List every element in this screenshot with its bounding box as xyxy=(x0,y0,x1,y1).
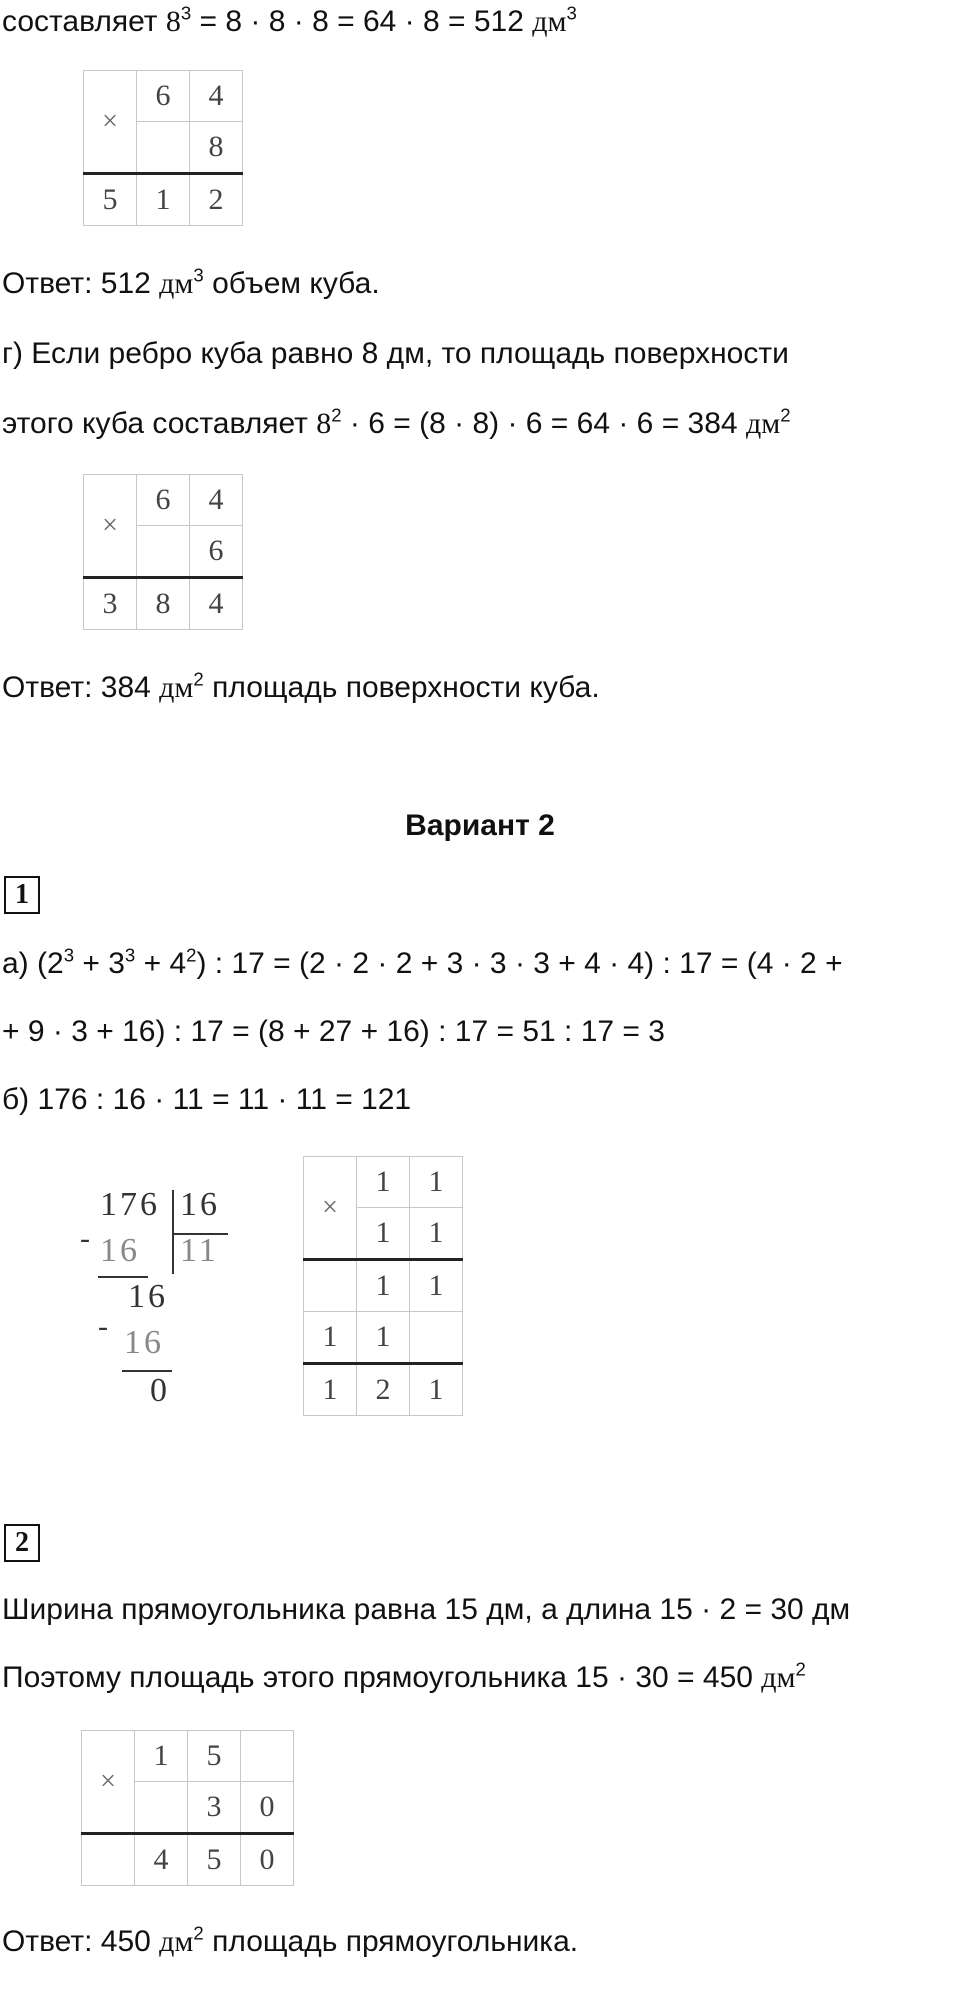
task-number-2: 2 xyxy=(4,1524,40,1562)
multiplication-grid-64x6: × 6 4 6 3 8 4 xyxy=(83,474,243,630)
task2-line1: Ширина прямоугольника равна 15 дм, а длина 15 · 2 = 30 дм xyxy=(2,1593,851,1626)
multiply-sign: × xyxy=(304,1157,357,1260)
task1-b-line: б) 176 : 16 · 11 = 11 · 11 = 121 xyxy=(2,1083,412,1116)
multiplication-grid-11x11: × 1 1 1 1 1 1 1 1 1 2 1 xyxy=(303,1156,463,1416)
remainder-2: 0 xyxy=(150,1372,170,1409)
task1-a-line2: + 9 · 3 + 16) : 17 = (8 + 27 + 16) : 17 = 51 : 17 = 3 xyxy=(2,1015,665,1048)
divisor: 16 xyxy=(180,1186,220,1223)
minus-sign: - xyxy=(80,1222,93,1255)
answer-volume: Ответ: 512 $дм^3$ объем куба. xyxy=(2,264,380,300)
multiply-sign: × xyxy=(84,475,137,578)
part-g-line2: этого куба составляет $8^2 \cdot 6 = (8 \cdot 8) \cdot 6 = 64 \cdot 6 = 384$ $дм^2$ xyxy=(2,404,791,440)
dividend: 176 xyxy=(100,1186,160,1223)
part-g-line1: г) Если ребро куба равно 8 дм, то площадь поверхности xyxy=(2,337,789,370)
task-number-1: 1 xyxy=(4,876,40,914)
variant-heading: Вариант 2 xyxy=(405,809,555,842)
subtrahend-2: 16 xyxy=(124,1324,164,1361)
remainder-1: 16 xyxy=(128,1278,168,1315)
multiplication-grid-64x8: × 6 4 8 5 1 2 xyxy=(83,70,243,226)
multiplication-grid-15x30: × 1 5 3 0 4 5 0 xyxy=(81,1730,294,1886)
multiply-sign: × xyxy=(84,71,137,174)
cube-volume-line: составляет $8^3 = 8 \cdot 8 \cdot 8 = 64 \cdot 8 = 512$ $дм^3$ xyxy=(2,2,577,38)
task1-a-line1: а) $(2^3 + 3^3 + 4^2)$ : 17 = (2 · 2 · 2 + 3 · 3 · 3 + 4 · 4) : 17 = (4 · 2 + xyxy=(2,944,843,980)
minus-sign-2: - xyxy=(98,1310,111,1343)
division-vertical-line xyxy=(172,1190,174,1274)
subtrahend-1: 16 xyxy=(100,1232,140,1269)
multiply-sign: × xyxy=(82,1731,135,1834)
task2-answer: Ответ: 450 $дм^2$ площадь прямоугольника. xyxy=(2,1922,579,1958)
task2-line2: Поэтому площадь этого прямоугольника 15 · 30 = 450 $дм^2$ xyxy=(2,1658,806,1694)
quotient: 11 xyxy=(180,1232,219,1269)
answer-surface: Ответ: 384 $дм^2$ площадь поверхности куба. xyxy=(2,668,600,704)
